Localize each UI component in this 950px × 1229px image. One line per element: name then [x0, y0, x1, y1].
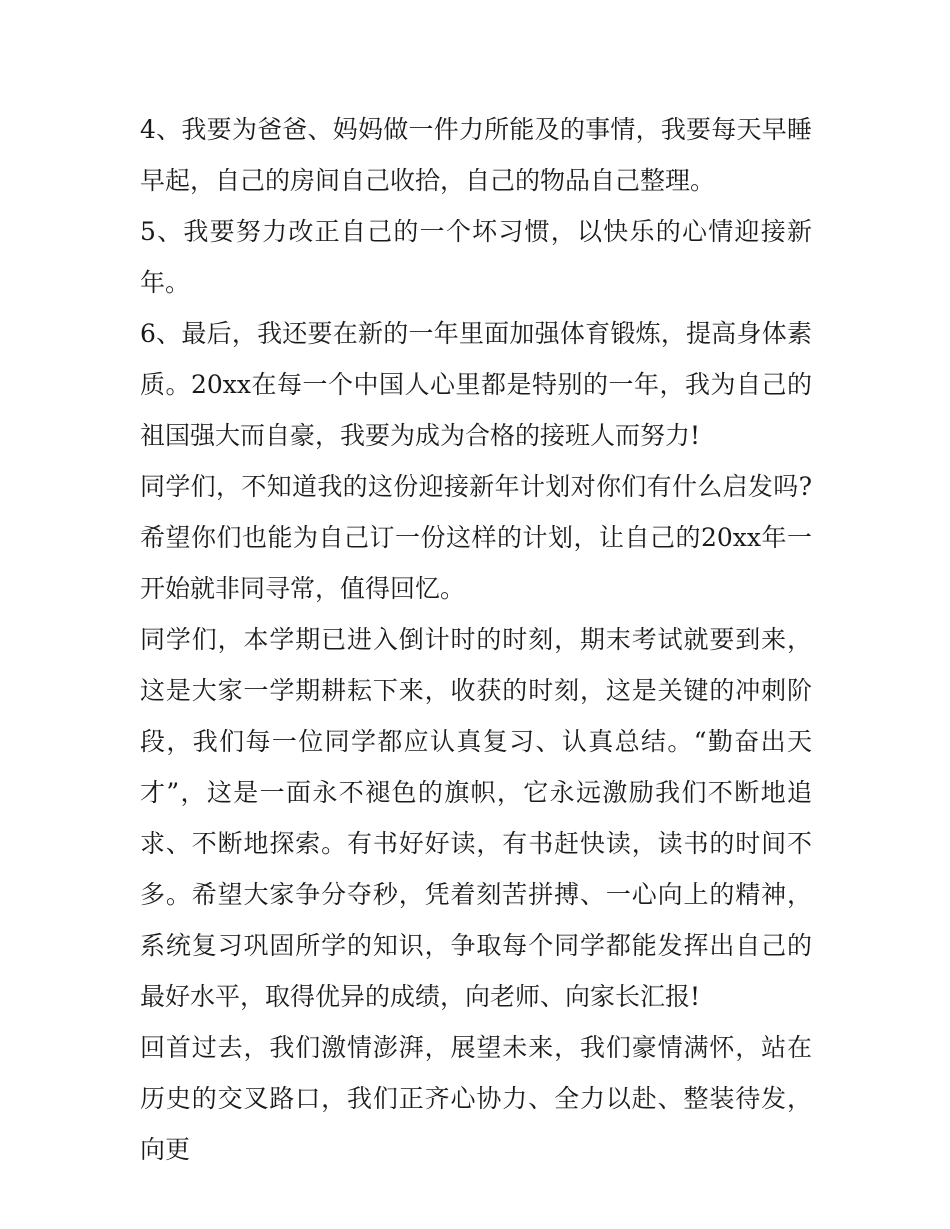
paragraph-exam-review: 同学们，本学期已进入倒计时的时刻，期末考试就要到来，这是大家一学期耕耘下来，收获的时刻，这是关键的冲刺阶段，我们每一位同学都应认真复习、认真总结。“勤奋出天才”，这是一面永不褪色的旗帜，它永远激励我们不断地追求、不断地探索。有书好好读，有书赶快读，读书的时间不多。希望大家争分夺秒，凭着刻苦拼搏、一心向上的精神，系统复习巩固所学的知识，争取每个同学都能发挥出自己的最好水平，取得优异的成绩，向老师、向家长汇报!	[140, 625, 812, 1011]
paragraph-plan-item-5: 5、我要努力改正自己的一个坏习惯，以快乐的心情迎接新年。	[140, 217, 812, 297]
paragraph-looking-ahead: 回首过去，我们激情澎湃，展望未来，我们豪情满怀，站在历史的交叉路口，我们正齐心协力、全力以赴、整装待发，向更	[140, 1033, 812, 1164]
document-body	[140, 104, 812, 1175]
paragraph-new-year-plan: 同学们，不知道我的这份迎接新年计划对你们有什么启发吗?希望你们也能为自己订一份这样的计划，让自己的20xx年一开始就非同寻常，值得回忆。	[140, 472, 812, 603]
paragraph-plan-item-4: 4、我要为爸爸、妈妈做一件力所能及的事情，我要每天早睡早起，自己的房间自己收拾，自己的物品自己整理。	[140, 115, 812, 195]
paragraph-plan-item-6: 6、最后，我还要在新的一年里面加强体育锻炼，提高身体素质。20xx在每一个中国人心里都是特别的一年，我为自己的祖国强大而自豪，我要为成为合格的接班人而努力!	[140, 319, 812, 450]
